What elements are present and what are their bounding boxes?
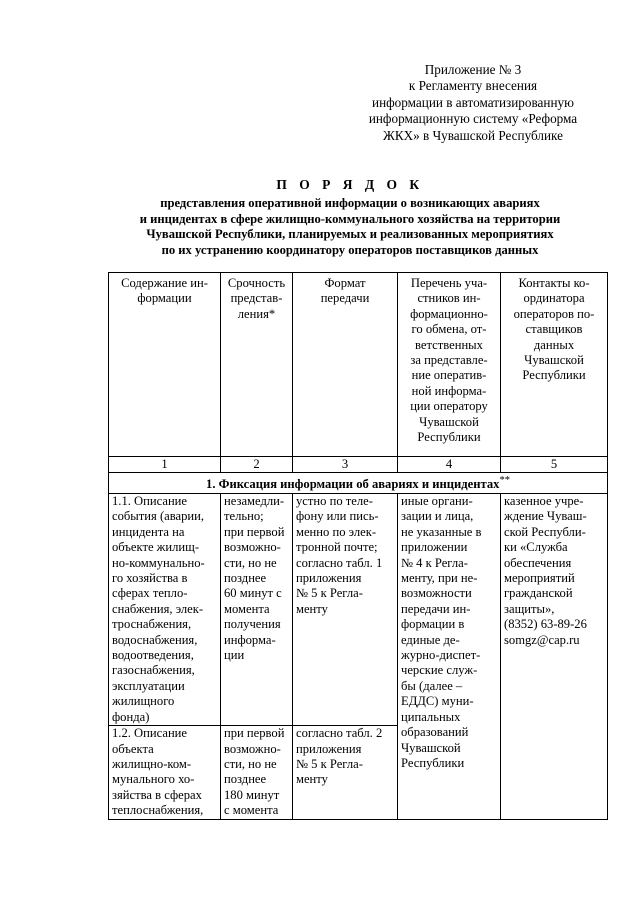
cell-line: фонда) xyxy=(112,709,150,724)
cell-line: somgz@cap.ru xyxy=(504,632,580,647)
cell-line: формации xyxy=(137,291,192,306)
cell-line: тронной почте; xyxy=(296,540,378,555)
cell-line: мероприятий xyxy=(504,571,575,586)
cell-line: операторов по- xyxy=(513,306,595,321)
cell-line: ние оператив- xyxy=(411,368,487,383)
cell-line: позднее xyxy=(224,571,267,586)
cell-line: жилищного xyxy=(112,694,175,709)
cell-line: ординатора xyxy=(523,291,585,306)
cell-line: ской Республи- xyxy=(504,524,586,539)
cell-line: с момента xyxy=(224,803,279,818)
cell-line: Республики xyxy=(417,430,481,445)
cell-line: зяйства в сферах xyxy=(112,787,202,802)
cell-line: ветственных xyxy=(415,337,483,352)
cell-line: согласно табл. 1 xyxy=(296,555,383,570)
cell-line: (8352) 63-89-26 xyxy=(504,617,587,632)
cell-line: эксплуатации xyxy=(112,678,185,693)
appendix-line: ЖКХ» в Чувашской Республике xyxy=(383,127,563,143)
cell-line: снабжения, элек- xyxy=(112,601,204,616)
cell-line: менту, при не- xyxy=(401,571,478,586)
cell-line: Контакты ко- xyxy=(518,276,590,290)
cell-line: ждение Чуваш- xyxy=(504,509,587,524)
cell-line: № 4 к Регла- xyxy=(401,555,468,570)
header-cell-urgency xyxy=(221,273,293,457)
cell-line: незамедли- xyxy=(224,494,285,508)
appendix-line: Приложение № 3 xyxy=(424,62,522,77)
cell-line: бы (далее – xyxy=(401,678,463,693)
cell-line: защиты», xyxy=(504,601,555,616)
cell-line: устно по теле- xyxy=(296,494,373,508)
cell-line: за представле- xyxy=(410,353,488,368)
document-title: П О Р Я Д О К xyxy=(276,177,424,192)
cell-line: 60 минут с xyxy=(224,586,282,601)
section-title: 1. Фиксация информации об авариях и инцидентах xyxy=(206,477,500,492)
appendix-line: информации в автоматизированную xyxy=(372,94,574,110)
column-number: 1 xyxy=(109,457,221,473)
appendix-block xyxy=(350,62,596,144)
cell-line: формации в xyxy=(401,617,465,632)
column-number-row xyxy=(109,457,608,473)
header-cell-format xyxy=(293,273,398,457)
subtitle-line: представления оперативной информации о возникающих авариях xyxy=(160,196,540,210)
cell-line: зации и лица, xyxy=(401,509,474,524)
cell-line: сти, но не xyxy=(224,756,277,771)
cell-line: мунального хо- xyxy=(112,772,195,787)
cell-line: объекте жилищ- xyxy=(112,540,200,555)
cell-line: Чувашской xyxy=(419,414,479,429)
header-cell-content xyxy=(109,273,221,457)
header-cell-contacts xyxy=(501,273,608,457)
cell-line: но-коммунально- xyxy=(112,555,205,570)
cell-line: приложении xyxy=(401,540,468,555)
cell-line: водоотведения, xyxy=(112,648,194,663)
cell-line: образований xyxy=(401,725,469,740)
cell-line: тельно; xyxy=(224,509,264,524)
cell-line: сферах тепло- xyxy=(112,586,188,601)
cell-line: менту xyxy=(296,772,328,787)
cell-line: инцидента на xyxy=(112,524,185,539)
subtitle-line: и инцидентах в сфере жилищно-коммунального хозяйства на территории xyxy=(139,211,561,226)
cell-line: № 5 к Регла- xyxy=(296,586,363,601)
subtitle-line: Чувашской Республики, планируемых и реализованных мероприятиях xyxy=(146,227,554,242)
cell-line: казенное учре- xyxy=(504,494,584,508)
cell-line: не указанные в xyxy=(401,524,482,539)
cell-line: троснабжения, xyxy=(112,617,192,632)
cell-line: события (аварии, xyxy=(112,509,205,524)
cell-line: возможности xyxy=(401,586,472,601)
contacts-cell xyxy=(501,494,608,820)
subtitle-line: по их устранению координатору операторов поставщиков данных xyxy=(161,242,539,257)
column-number: 5 xyxy=(501,457,608,473)
cell-line: при первой xyxy=(224,726,285,741)
row-urgency-cell xyxy=(221,726,293,819)
cell-line: ции xyxy=(224,648,245,663)
cell-line: ной информа- xyxy=(411,383,487,398)
table-row xyxy=(109,494,608,726)
cell-line: ки «Служба xyxy=(504,540,568,555)
header-cell-participants xyxy=(398,273,501,457)
cell-line: Чувашской xyxy=(401,740,461,755)
column-number: 3 xyxy=(293,457,398,473)
cell-line: ципальных xyxy=(401,709,461,724)
cell-line: Срочность xyxy=(227,276,286,290)
table-header-row xyxy=(109,273,608,457)
cell-line: формационно- xyxy=(410,306,488,321)
cell-line: приложения xyxy=(296,571,362,586)
cell-line: Содержание ин- xyxy=(121,276,208,290)
cell-line: данных xyxy=(533,337,575,352)
cell-line: объекта xyxy=(112,741,154,756)
participants-cell xyxy=(398,494,501,820)
cell-line: возможно- xyxy=(224,540,281,555)
cell-line: представ- xyxy=(230,291,283,306)
section-row xyxy=(109,473,608,494)
cell-line: журно-диспет- xyxy=(401,648,481,663)
cell-line: стников ин- xyxy=(417,291,481,306)
cell-line: ции оператору xyxy=(410,399,488,414)
cell-line: Республики xyxy=(522,368,586,383)
row-description-cell xyxy=(109,494,221,726)
cell-line: ления* xyxy=(237,306,276,321)
footnote-mark: ** xyxy=(499,475,510,487)
cell-line: Республики xyxy=(401,755,465,770)
section-title-cell xyxy=(109,473,608,494)
cell-line: иные органи- xyxy=(401,494,473,508)
row-description-cell xyxy=(109,726,221,819)
cell-line: согласно табл. 2 xyxy=(296,726,383,741)
cell-line: момента xyxy=(224,601,270,616)
cell-line: Формат xyxy=(324,276,366,290)
cell-line: 180 минут xyxy=(224,787,280,802)
document-heading xyxy=(100,176,600,258)
row-format-cell xyxy=(293,726,398,819)
cell-line: го обмена, от- xyxy=(411,322,487,337)
cell-line: получения xyxy=(224,617,281,632)
cell-line: передачи xyxy=(320,291,370,306)
cell-line: ЕДДС) муни- xyxy=(401,694,474,709)
cell-line: менно по элек- xyxy=(296,524,377,539)
cell-line: позднее xyxy=(224,772,267,787)
cell-line: жилищно-ком- xyxy=(112,756,192,771)
cell-line: единые де- xyxy=(401,632,460,647)
cell-line: гражданской xyxy=(504,586,573,601)
cell-line: Перечень уча- xyxy=(410,276,488,290)
cell-line: теплоснабжения, xyxy=(112,803,204,818)
cell-line: ставщиков xyxy=(525,322,583,337)
cell-line: возможно- xyxy=(224,741,281,756)
appendix-line: к Регламенту внесения xyxy=(408,78,538,94)
cell-line: го хозяйства в xyxy=(112,571,188,586)
row-urgency-cell xyxy=(221,494,293,726)
cell-line: водоснабжения, xyxy=(112,632,198,647)
document-subtitle xyxy=(100,196,600,258)
appendix-line: информационную систему «Реформа xyxy=(368,111,578,127)
column-number: 4 xyxy=(398,457,501,473)
cell-line: менту xyxy=(296,601,328,616)
cell-line: 1.2. Описание xyxy=(112,726,188,741)
cell-line: обеспечения xyxy=(504,555,572,570)
cell-line: при первой xyxy=(224,524,285,539)
procedure-table xyxy=(108,272,608,820)
cell-line: Чувашской xyxy=(524,353,584,368)
cell-line: № 5 к Регла- xyxy=(296,756,363,771)
cell-line: передачи ин- xyxy=(401,601,471,616)
cell-line: черские служ- xyxy=(401,663,478,678)
cell-line: информа- xyxy=(224,632,276,647)
cell-line: приложения xyxy=(296,741,362,756)
cell-line: 1.1. Описание xyxy=(112,494,188,508)
cell-line: фону или пись- xyxy=(296,509,379,524)
cell-line: газоснабжения, xyxy=(112,663,195,678)
column-number: 2 xyxy=(221,457,293,473)
row-format-cell xyxy=(293,494,398,726)
cell-line: сти, но не xyxy=(224,555,277,570)
